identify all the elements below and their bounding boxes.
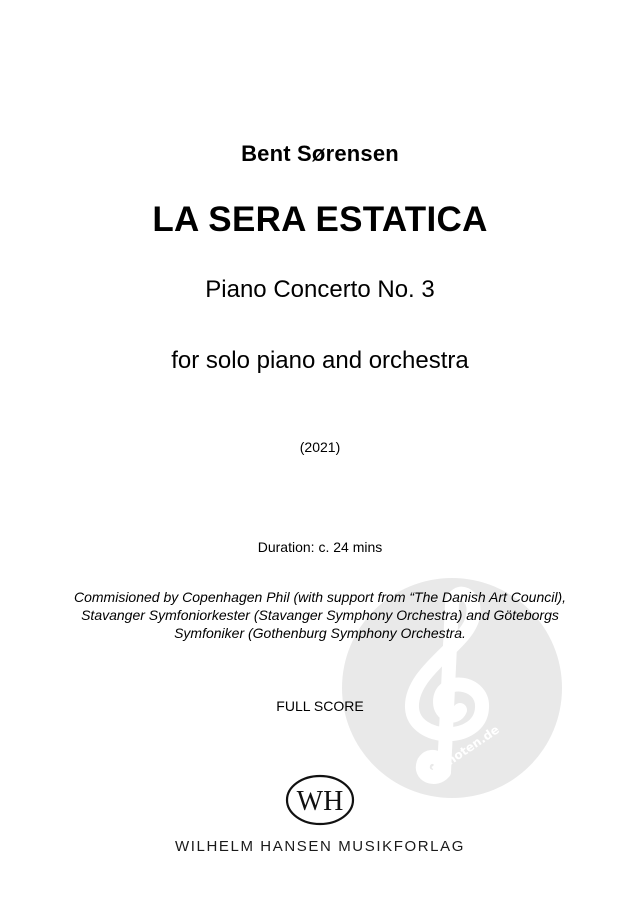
commission-note bbox=[0, 588, 640, 642]
commission-line: Commisioned by Copenhagen Phil (with support from “The Danish Art Council), bbox=[73, 589, 567, 605]
publisher-name: WILHELM HANSEN MUSIKFORLAG bbox=[175, 838, 465, 855]
duration: Duration: c. 24 mins bbox=[257, 539, 383, 555]
watermark-text: alle-noten.de bbox=[419, 722, 502, 785]
publisher-logo bbox=[285, 774, 355, 826]
commission-line: Symfoniker (Gothenburg Symphony Orchestra. bbox=[174, 625, 466, 641]
commission-line: Stavanger Symfoniorkester (Stavanger Symphony Orchestra) and Göteborgs bbox=[81, 607, 559, 623]
publisher-logo-letters: WH bbox=[296, 786, 344, 817]
instrumentation: for solo piano and orchestra bbox=[171, 347, 469, 374]
composer-name: Bent Sørensen bbox=[241, 141, 399, 166]
composition-year: (2021) bbox=[299, 439, 341, 455]
score-type: FULL SCORE bbox=[276, 698, 364, 714]
work-title: LA SERA ESTATICA bbox=[152, 200, 488, 239]
work-subtitle: Piano Concerto No. 3 bbox=[205, 276, 435, 303]
